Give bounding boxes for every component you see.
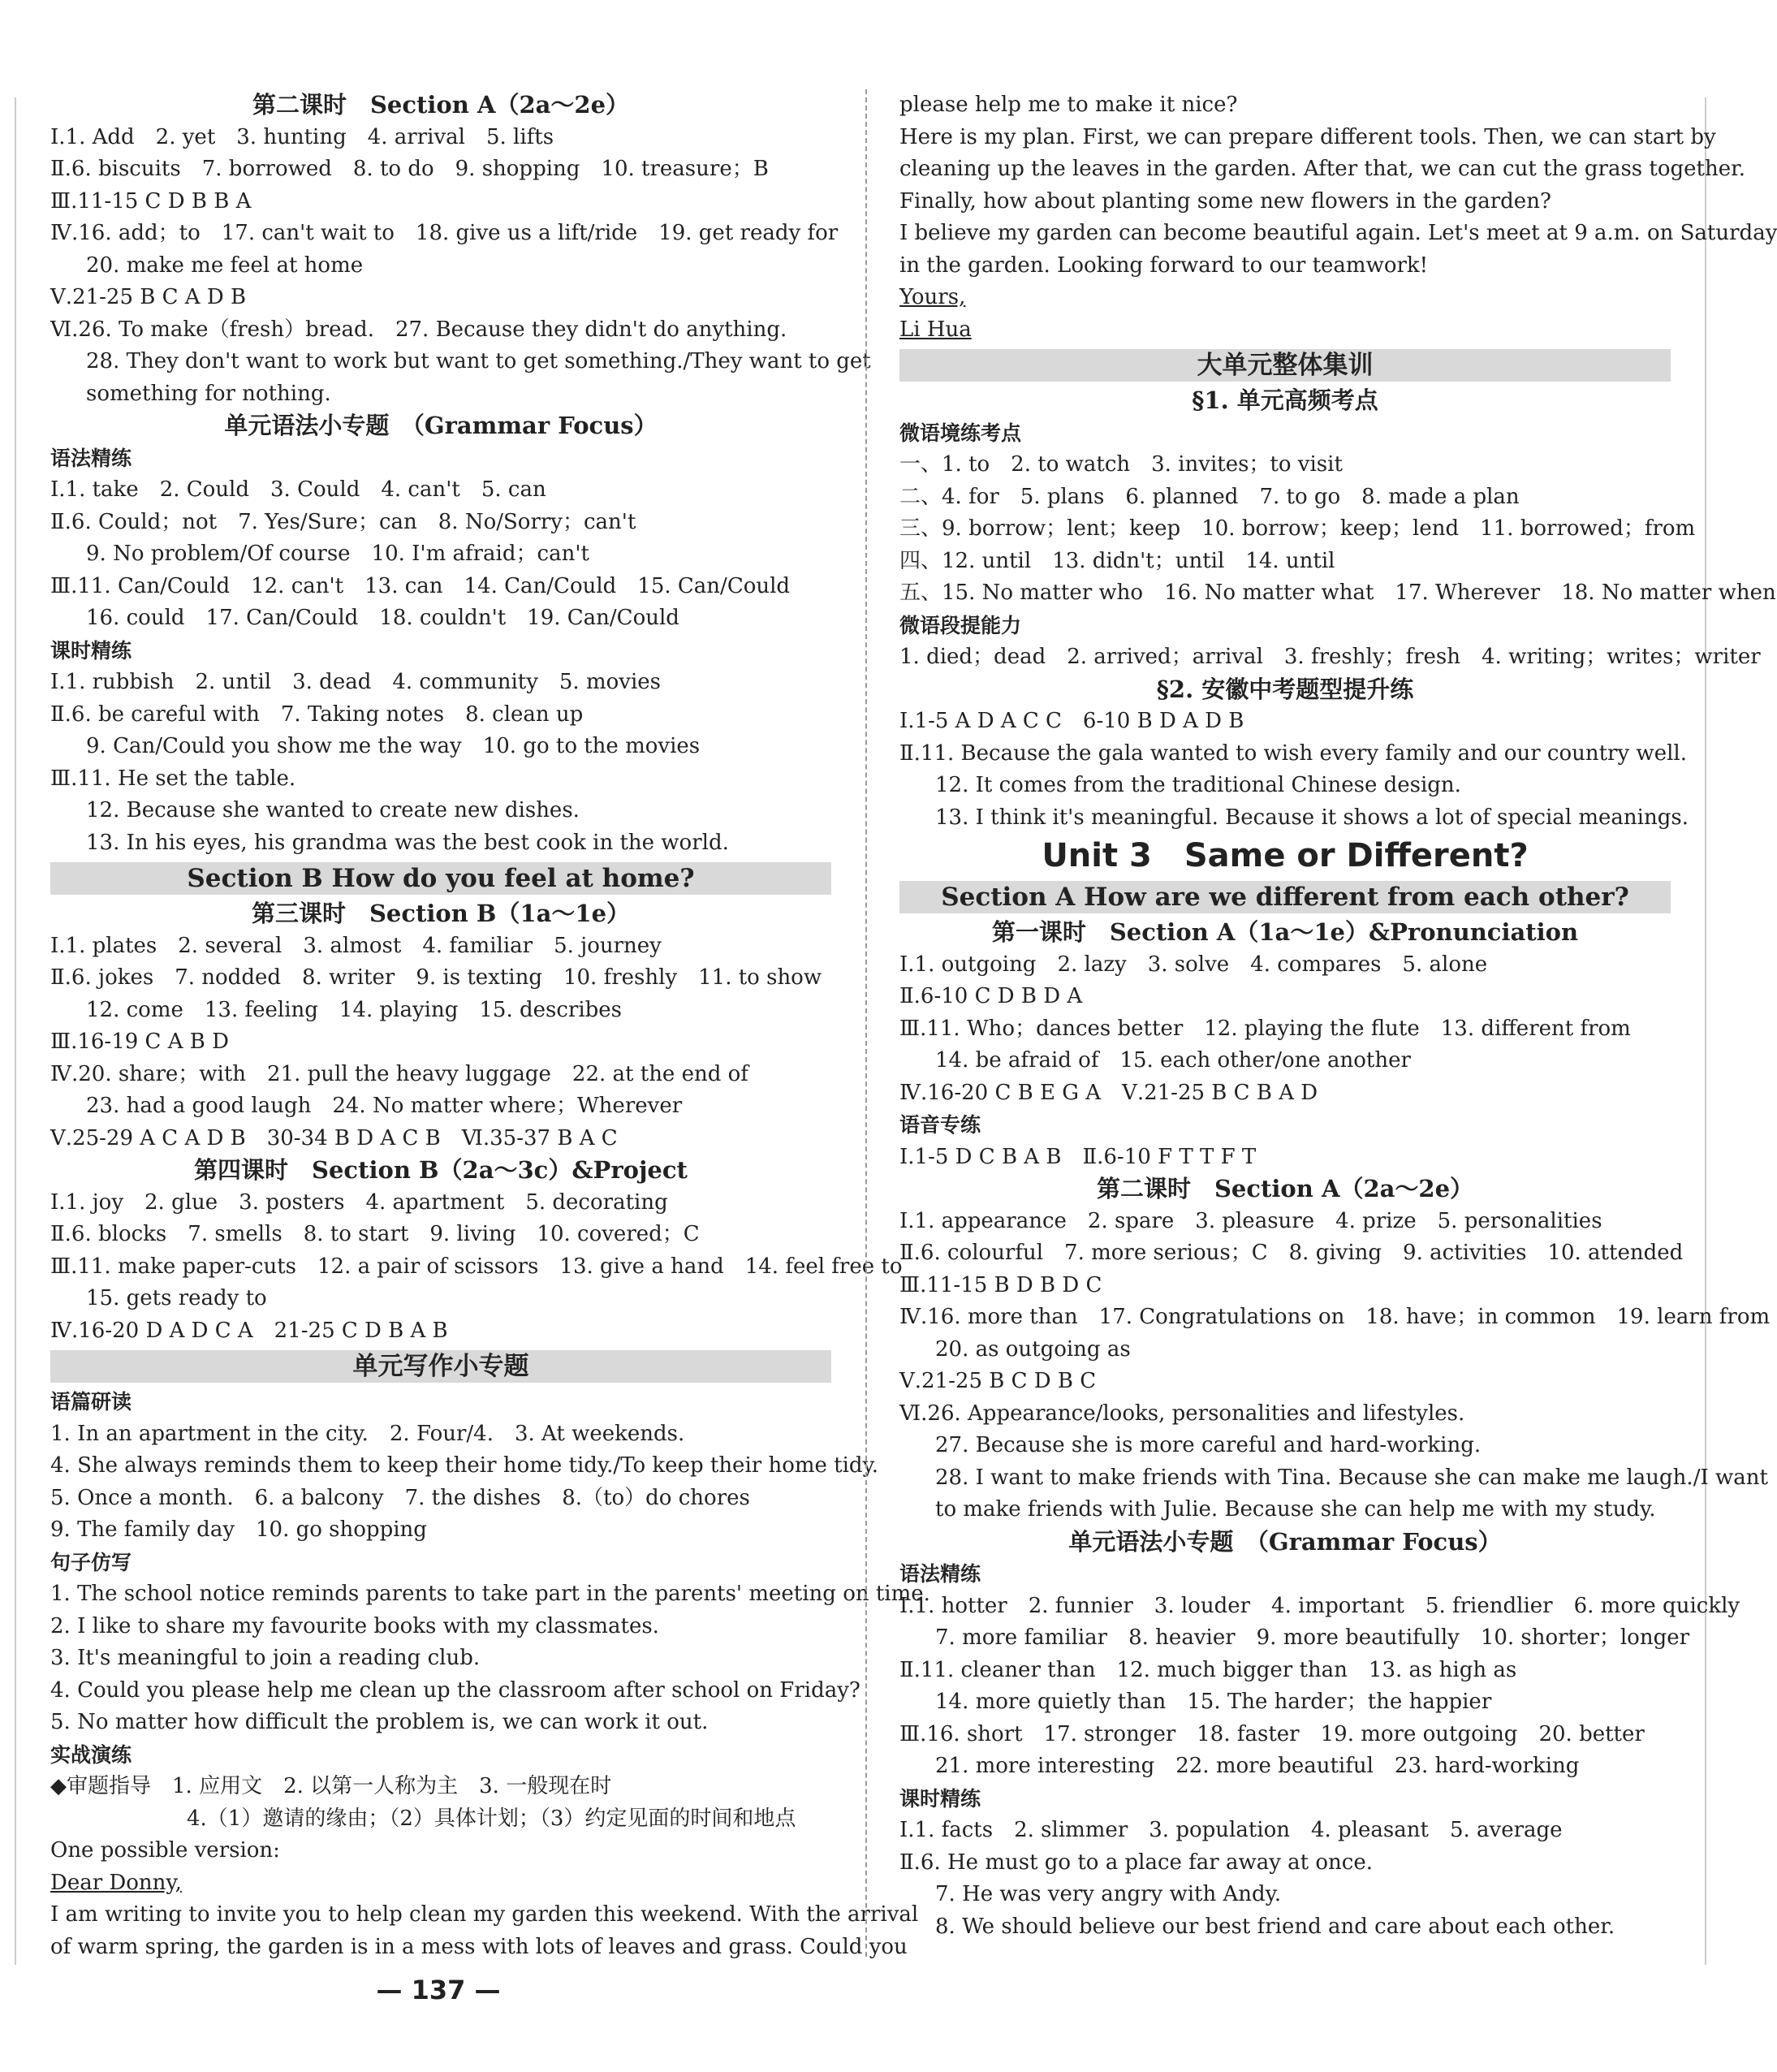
- answer-line-indent: to make friends with Julie. Because she can help me with my study.: [935, 1497, 1656, 1522]
- answer-line: Ⅲ.11. make paper-cuts 12. a pair of scissors 13. give a hand 14. feel free to: [50, 1254, 903, 1279]
- section-banner: 大单元整体集训: [899, 349, 1671, 382]
- lesson-heading: 单元语法小专题 （Grammar Focus）: [1068, 1527, 1502, 1556]
- lesson-heading: 第三课时 Section B（1a～1e）: [251, 900, 631, 927]
- answer-line: Ⅴ.21-25 B C D B C: [899, 1369, 1097, 1393]
- lesson-heading: 单元语法小专题 （Grammar Focus）: [224, 412, 658, 439]
- subsection-label: 课时精练: [50, 638, 132, 663]
- unit-title: Unit 3 Same or Different?: [1042, 837, 1529, 874]
- answer-line: I believe my garden can become beautiful again. Let's meet at 9 a.m. on Saturday: [899, 221, 1777, 245]
- right-column: [899, 89, 1777, 1943]
- answer-line: 4. Could you please help me clean up the classroom after school on Friday?: [50, 1677, 860, 1703]
- answer-line: Finally, how about planting some new flowers in the garden?: [899, 188, 1551, 214]
- answer-line: Ⅱ.6. biscuits 7. borrowed 8. to do 9. shopping 10. treasure；B: [50, 157, 769, 181]
- subsection-label: 微语段提能力: [899, 613, 1022, 637]
- answer-line: Ⅰ.1-5 A D A C C 6-10 B D A D B: [899, 709, 1244, 733]
- letter-line: Yours,: [899, 285, 966, 309]
- answer-line: Ⅵ.26. Appearance/looks, personalities and lifestyles.: [899, 1401, 1465, 1426]
- answer-line: 五、15. No matter who 16. No matter what 17. Wherever 18. No matter when: [899, 581, 1776, 605]
- answer-line: Ⅵ.26. To make（fresh）bread. 27. Because they didn't do anything.: [50, 317, 787, 342]
- answer-line: 1. In an apartment in the city. 2. Four/4. 3. At weekends.: [50, 1421, 685, 1446]
- section-banner: Section A How are we different from each other?: [899, 881, 1671, 913]
- answer-line: Ⅰ.1. facts 2. slimmer 3. population 4. pleasant 5. average: [899, 1818, 1563, 1842]
- answer-line-indent: 23. had a good laugh 24. No matter where；Wherever: [86, 1094, 683, 1118]
- answer-line: ◆审题指导 1. 应用文 2. 以第一人称为主 3. 一般现在时: [50, 1774, 612, 1798]
- answer-line: Ⅰ.1. outgoing 2. lazy 3. solve 4. compares 5. alone: [899, 952, 1488, 977]
- subsection-label: 语音专练: [899, 1113, 981, 1137]
- answer-line-indent: something for nothing.: [86, 381, 331, 406]
- answer-line: Ⅰ.1. plates 2. several 3. almost 4. familiar 5. journey: [50, 933, 662, 958]
- answer-line: 9. The family day 10. go shopping: [50, 1517, 427, 1542]
- answer-line: Ⅱ.6. colourful 7. more serious；C 8. giving 9. activities 10. attended: [899, 1241, 1684, 1265]
- answer-line: 三、9. borrow；lent；keep 10. borrow；keep；lend 11. borrowed；from: [899, 516, 1696, 541]
- answer-line: Ⅲ.11-15 C D B B A: [50, 188, 252, 214]
- answer-line: 2. I like to share my favourite books with my classmates.: [50, 1613, 659, 1638]
- answer-line-indent: 9. No problem/Of course 10. I'm afraid；can't: [86, 542, 589, 566]
- subsection-label: 实战演练: [50, 1742, 132, 1767]
- answer-line: Ⅱ.6. He must go to a place far away at once.: [899, 1850, 1374, 1875]
- letter-line: Li Hua: [899, 317, 972, 342]
- subsection-label: 语法精练: [899, 1562, 981, 1586]
- answer-line: Ⅱ.6-10 C D B D A: [899, 984, 1083, 1008]
- right-page-edge: [1705, 97, 1706, 1965]
- answer-line-indent: 7. He was very angry with Andy.: [935, 1882, 1282, 1906]
- answer-line-indent: 13. I think it's meaningful. Because it shows a lot of special meanings.: [935, 805, 1689, 830]
- answer-line: Ⅳ.16. add；to 17. can't wait to 18. give us a lift/ride 19. get ready for: [50, 221, 839, 245]
- answer-line: Ⅲ.11. Who；dances better 12. playing the flute 13. different from: [899, 1016, 1631, 1041]
- answer-line: One possible version:: [50, 1838, 280, 1863]
- answer-line: 5. No matter how difficult the problem is, we can work it out.: [50, 1710, 709, 1734]
- answer-line: Ⅱ.11. Because the gala wanted to wish every family and our country well.: [899, 740, 1687, 766]
- lesson-heading: 第四课时 Section B（2a～3c）&Project: [194, 1156, 688, 1184]
- subsection-label: 课时精练: [899, 1786, 981, 1811]
- answer-line: Ⅲ.11. Can/Could 12. can't 13. can 14. Can/Could 15. Can/Could: [50, 573, 791, 598]
- answer-line: Ⅳ.16-20 D A D C A 21-25 C D B A B: [50, 1318, 448, 1343]
- answer-line-indent: 8. We should believe our best friend and care about each other.: [935, 1914, 1615, 1939]
- answer-line: 1. died；dead 2. arrived；arrival 3. freshly；fresh 4. writing；writes；writer: [899, 645, 1761, 669]
- lesson-heading: §2. 安徽中考题型提升练: [1156, 675, 1414, 703]
- lesson-heading: 第二课时 Section A（2a～2e）: [252, 91, 630, 119]
- answer-line-indent: 9. Can/Could you show me the way 10. go to the movies: [86, 734, 701, 758]
- answer-line: 5. Once a month. 6. a balcony 7. the dishes 8.（to）do chores: [50, 1485, 750, 1510]
- column-divider: [865, 89, 867, 1957]
- answer-line: 1. The school notice reminds parents to take part in the parents' meeting on time.: [50, 1582, 930, 1606]
- answer-line-indent: 12. come 13. feeling 14. playing 15. describes: [86, 997, 623, 1022]
- answer-line-indent: 28. I want to make friends with Tina. Because she can make me laugh./I want: [935, 1465, 1768, 1490]
- answer-line: Ⅴ.25-29 A C A D B 30-34 B D A C B Ⅵ.35-37 B A C: [50, 1125, 618, 1150]
- left-column: [50, 89, 930, 1963]
- answer-line: Ⅰ.1. rubbish 2. until 3. dead 4. community 5. movies: [50, 670, 662, 694]
- answer-line-indent: 20. as outgoing as: [935, 1336, 1131, 1362]
- answer-line-indent: 4.（1）邀请的缘由；（2）具体计划；（3）约定见面的时间和地点: [187, 1806, 796, 1831]
- answer-line-indent: 20. make me feel at home: [86, 253, 364, 278]
- answer-line: Ⅳ.16-20 C B E G A Ⅴ.21-25 B C B A D: [899, 1080, 1318, 1105]
- answer-line: Ⅰ.1-5 D C B A B Ⅱ.6-10 F T T F T: [899, 1144, 1257, 1169]
- answer-line: Here is my plan. First, we can prepare different tools. Then, we can start by: [899, 124, 1716, 149]
- answer-line: Ⅱ.6. Could；not 7. Yes/Sure；can 8. No/Sorry；can't: [50, 509, 636, 534]
- answer-line-indent: 21. more interesting 22. more beautiful 23. hard-working: [935, 1754, 1580, 1778]
- answer-line: Ⅰ.1. joy 2. glue 3. posters 4. apartment 5. decorating: [50, 1189, 668, 1215]
- answer-line-indent: 12. Because she wanted to create new dishes.: [86, 798, 580, 822]
- letter-line: Dear Donny,: [50, 1870, 182, 1895]
- section-banner: Section B How do you feel at home?: [50, 862, 831, 895]
- subsection-label: 微语境练考点: [899, 421, 1022, 445]
- answer-line-indent: 13. In his eyes, his grandma was the best cook in the world.: [86, 830, 729, 855]
- answer-line: I am writing to invite you to help clean my garden this weekend. With the arrival: [50, 1902, 919, 1927]
- answer-line: Ⅱ.6. jokes 7. nodded 8. writer 9. is texting 10. freshly 11. to show: [50, 965, 822, 990]
- answer-line: Ⅲ.16-19 C A B D: [50, 1030, 229, 1054]
- answer-line: Ⅰ.1. Add 2. yet 3. hunting 4. arrival 5. lifts: [50, 124, 554, 149]
- answer-line-indent: 15. gets ready to: [86, 1286, 267, 1310]
- section-banner: 单元写作小专题: [50, 1350, 831, 1383]
- answer-line: please help me to make it nice?: [899, 93, 1238, 117]
- left-page-edge: [15, 97, 16, 1965]
- answer-line: Ⅲ.16. short 17. stronger 18. faster 19. more outgoing 20. better: [899, 1721, 1645, 1746]
- answer-line-indent: 14. more quietly than 15. The harder；the happier: [935, 1690, 1492, 1714]
- answer-line: Ⅱ.6. be careful with 7. Taking notes 8. clean up: [50, 701, 584, 727]
- answer-line: 一、1. to 2. to watch 3. invites；to visit: [899, 452, 1343, 477]
- answer-line-indent: 7. more familiar 8. heavier 9. more beautifully 10. shorter；longer: [935, 1625, 1690, 1650]
- answer-line: of warm spring, the garden is in a mess with lots of leaves and grass. Could you: [50, 1934, 908, 1959]
- lesson-heading: 第一课时 Section A（1a～1e）&Pronunciation: [991, 918, 1579, 946]
- lesson-heading: §1. 单元高频考点: [1192, 386, 1378, 414]
- subsection-label: 句子仿写: [50, 1550, 132, 1574]
- answer-line: Ⅰ.1. take 2. Could 3. Could 4. can't 5. can: [50, 477, 546, 502]
- answer-line-indent: 27. Because she is more careful and hard-working.: [935, 1433, 1482, 1457]
- answer-line: Ⅱ.11. cleaner than 12. much bigger than 13. as high as: [899, 1657, 1517, 1682]
- page-number: — 137 —: [376, 1975, 501, 2005]
- answer-line: Ⅰ.1. appearance 2. spare 3. pleasure 4. prize 5. personalities: [899, 1208, 1602, 1233]
- answer-line: Ⅰ.1. hotter 2. funnier 3. louder 4. important 5. friendlier 6. more quickly: [899, 1593, 1740, 1618]
- answer-line: cleaning up the leaves in the garden. After that, we can cut the grass together.: [899, 157, 1745, 181]
- answer-line-indent: 16. could 17. Can/Could 18. couldn't 19. Can/Could: [86, 606, 679, 630]
- subsection-label: 语篇研读: [50, 1390, 132, 1414]
- answer-line: Ⅳ.16. more than 17. Congratulations on 18. have；in common 19. learn from: [899, 1305, 1771, 1329]
- lesson-heading: 第二课时 Section A（2a～2e）: [1096, 1175, 1474, 1202]
- answer-line: Ⅳ.20. share；with 21. pull the heavy luggage 22. at the end of: [50, 1061, 748, 1086]
- answer-line: in the garden. Looking forward to our teamwork!: [899, 253, 1429, 278]
- subsection-label: 语法精练: [50, 446, 132, 470]
- answer-line: 4. She always reminds them to keep their home tidy./To keep their home tidy.: [50, 1453, 879, 1478]
- answer-line: 3. It's meaningful to join a reading club.: [50, 1646, 481, 1670]
- answer-line-indent: 14. be afraid of 15. each other/one another: [935, 1048, 1411, 1073]
- answer-line: Ⅱ.6. blocks 7. smells 8. to start 9. living 10. covered；C: [50, 1222, 700, 1246]
- answer-line-indent: 12. It comes from the traditional Chinese design.: [935, 773, 1461, 797]
- answer-line-indent: 28. They don't want to work but want to get something./They want to get: [86, 349, 871, 373]
- answer-line: 二、4. for 5. plans 6. planned 7. to go 8. made a plan: [899, 484, 1520, 509]
- answer-line: Ⅲ.11. He set the table.: [50, 766, 296, 791]
- answer-line: 四、12. until 13. didn't；until 14. until: [899, 548, 1335, 573]
- answer-line: Ⅲ.11-15 B D B D C: [899, 1272, 1102, 1297]
- answer-line: Ⅴ.21-25 B C A D B: [50, 285, 247, 309]
